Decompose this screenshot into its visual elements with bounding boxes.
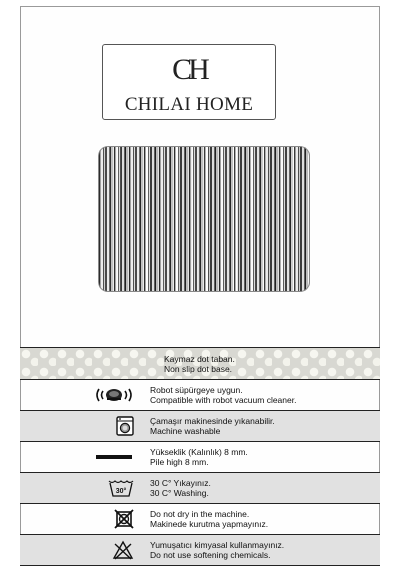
feature-line-tr: Yumuşatıcı kimyasal kullanmayınız. <box>150 540 285 550</box>
feature-row-no-dry <box>20 504 380 535</box>
feature-row-pile-height <box>20 442 380 473</box>
brand-monogram: CH <box>172 53 206 86</box>
feature-line-en: Do not dry in the machine. <box>150 509 250 519</box>
no-tumble-dry-icon <box>114 509 134 529</box>
feature-text <box>150 509 380 529</box>
feature-line-en: Machine washable <box>150 426 221 436</box>
robot-vacuum-icon <box>94 384 134 406</box>
feature-line-en: Pile high 8 mm. <box>150 457 209 467</box>
feature-text <box>150 447 380 467</box>
feature-text <box>150 540 380 560</box>
rug-product-image <box>98 146 310 292</box>
brand-logo <box>102 44 276 120</box>
feature-line-tr: Robot süpürgeye uygun. <box>150 385 243 395</box>
pile-height-bar-icon <box>94 452 134 462</box>
no-bleach-triangle-icon <box>112 540 134 560</box>
feature-row-no-softener <box>20 535 380 566</box>
feature-list <box>20 347 380 566</box>
feature-row-robot-vacuum <box>20 380 380 411</box>
feature-line-en: Compatible with robot vacuum cleaner. <box>150 395 297 405</box>
feature-text <box>150 385 380 405</box>
feature-text <box>150 478 380 498</box>
feature-line-tr: Kaymaz dot taban. <box>164 353 235 364</box>
feature-row-machine-wash <box>20 411 380 442</box>
feature-line-tr: Makinede kurutma yapmayınız. <box>150 519 269 529</box>
brand-name: CHILAI HOME <box>124 94 254 115</box>
feature-line-en: Do not use softening chemicals. <box>150 550 271 560</box>
feature-line-tr: Çamaşır makinesinde yıkanabilir. <box>150 416 275 426</box>
feature-text <box>20 354 380 374</box>
wash-temp-label: 30° <box>115 488 127 495</box>
washing-machine-icon <box>116 416 134 436</box>
feature-row-wash-temp <box>20 473 380 504</box>
feature-line-tr: 30 C° Yıkayınız. <box>150 478 211 488</box>
wash-tub-30-icon <box>108 478 134 498</box>
feature-line-en: Non slip dot base. <box>164 363 233 374</box>
feature-row-non-slip <box>20 347 380 380</box>
feature-line-en: 30 C° Washing. <box>150 488 209 498</box>
feature-line-tr: Yükseklik (Kalınlık) 8 mm. <box>150 447 248 457</box>
feature-text <box>150 416 380 436</box>
